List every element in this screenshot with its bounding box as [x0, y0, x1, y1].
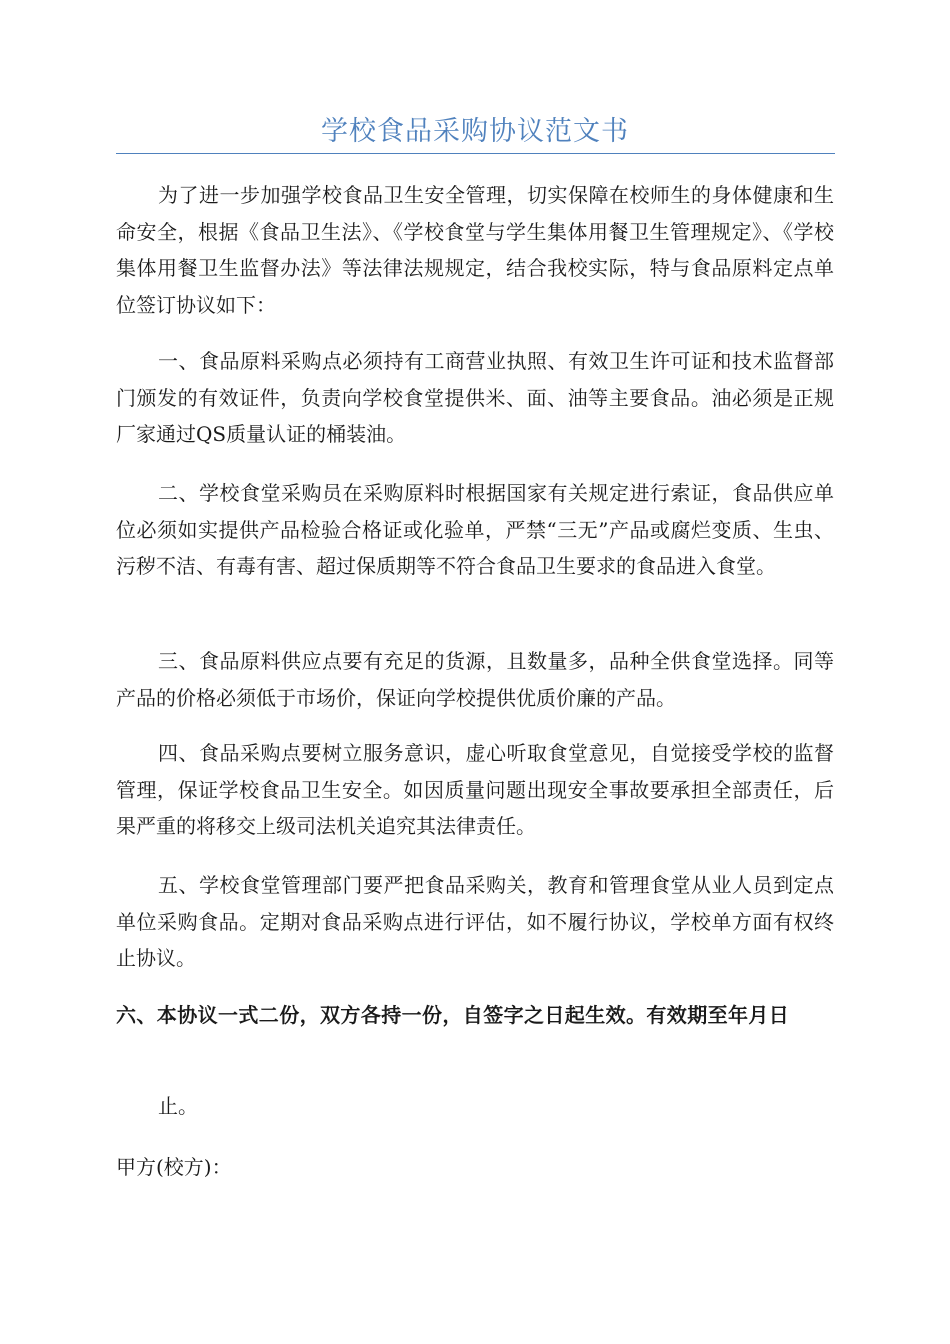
clause-three-paragraph: 三、食品原料供应点要有充足的货源，且数量多，品种全供食堂选择。同等产品的价格必须低于市场价，保证向学校提供优质价廉的产品。 [116, 649, 834, 710]
clause-one-paragraph: 一、食品原料采购点必须持有工商营业执照、有效卫生许可证和技术监督部门颁发的有效证件，负责向学校食堂提供米、面、油等主要食品。油必须是正规厂家通过QS质量认证的桶装油。 [116, 349, 834, 446]
clause-six-ending: 止。 [158, 1094, 198, 1118]
intro-paragraph: 为了进一步加强学校食品卫生安全管理，切实保障在校师生的身体健康和生命安全，根据《食品卫生法》、《学校食堂与学生集体用餐卫生管理规定》、《学校集体用餐卫生监督办法》等法律法规规定，结合我校实际，特与食品原料定点单位签订协议如下： [116, 183, 834, 317]
clause-five-paragraph: 五、学校食堂管理部门要严把食品采购关，教育和管理食堂从业人员到定点单位采购食品。定期对食品采购点进行评估，如不履行协议，学校单方面有权终止协议。 [116, 873, 834, 970]
clause-two-paragraph: 二、学校食堂采购员在采购原料时根据国家有关规定进行索证，食品供应单位必须如实提供产品检验合格证或化验单，严禁“三无”产品或腐烂变质、生虫、污秽不洁、有毒有害、超过保质期等不符合食品卫生要求的食品进入食堂。 [116, 481, 834, 578]
title-underline [116, 153, 835, 154]
document-title: 学校食品采购协议范文书 [321, 116, 629, 147]
clause-four-paragraph: 四、食品采购点要树立服务意识，虚心听取食堂意见，自觉接受学校的监督管理，保证学校食品卫生安全。如因质量问题出现安全事故要承担全部责任，后果严重的将移交上级司法机关追究其法律责任。 [116, 741, 834, 838]
clause-six-paragraph: 六、本协议一式二份，双方各持一份，自签字之日起生效。有效期至年月日 [116, 1003, 790, 1027]
party-a-signature-label: 甲方(校方)： [116, 1155, 232, 1179]
